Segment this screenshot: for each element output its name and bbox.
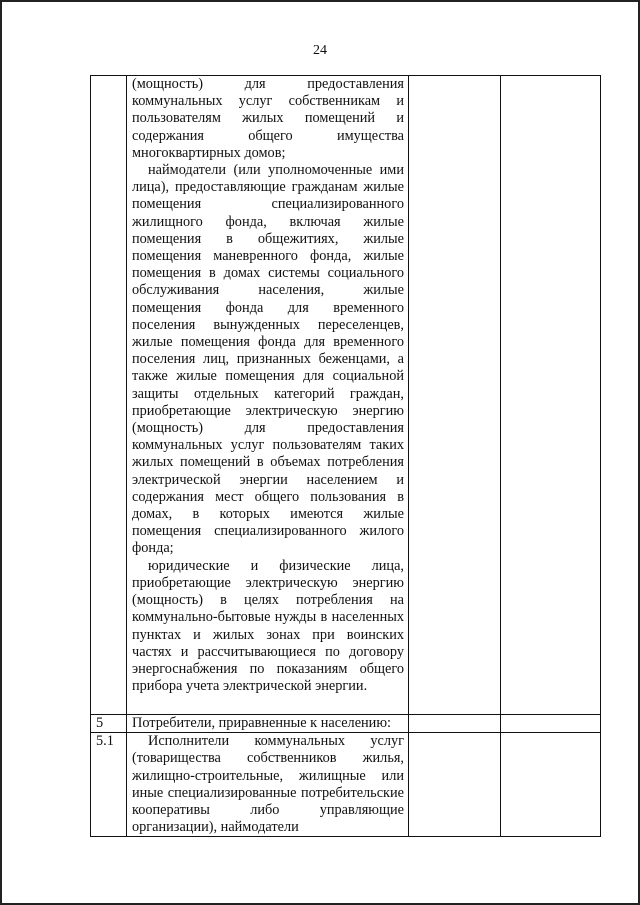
tariff-table xyxy=(90,75,601,837)
row-5-number: 5 xyxy=(91,715,127,733)
row-5-1-empty-cell-3 xyxy=(409,733,501,837)
row-5-1-description xyxy=(127,733,409,837)
paragraph-utility-services: (мощность) для предоставления коммунальных услуг собственникам и пользователям жилых помещений и содержания общего имущества многоквартирных домов; xyxy=(132,76,404,161)
row-empty-cell-3 xyxy=(409,76,501,715)
table-row-5-1 xyxy=(91,733,601,837)
page-border-top xyxy=(0,0,640,2)
row-description-cell xyxy=(127,76,409,715)
page-border-left xyxy=(0,0,2,905)
page-number: 24 xyxy=(313,43,327,58)
table-row-continuation xyxy=(91,76,601,715)
paragraph-legal-entities: юридические и физические лица, приобретающие электрическую энергию (мощность) в целях потребления на коммунально-бытовые нужды в населенных пунктах и жилых зонах при воинских частях и рассчитывающиеся по договору энергоснабжения по показаниям общего прибора учета электрической энергии. xyxy=(132,557,404,695)
row-5-1-empty-cell-4 xyxy=(501,733,601,837)
table-row-5 xyxy=(91,715,601,733)
row-5-1-text: Исполнители коммунальных услуг (товарищества собственников жилья, жилищно-строительные, жилищные или иные специализированные потребительские кооперативы либо управляющие организации), наймодатели xyxy=(132,733,404,836)
paragraph-landlords: наймодатели (или уполномоченные ими лица), предоставляющие гражданам жилые помещения специализированного жилищного фонда, включая жилые помещения в общежитиях, жилые помещения маневренного фонда, жилые помещения в домах системы социального обслуживания населения, жилые помещения фонда для временного поселения вынужденных переселенцев, жилые помещения фонда для временного поселения лиц, признанных беженцами, а также жилые помещения для социальной защиты отдельных категорий граждан, приобретающие электрическую энергию (мощность) для предоставления коммунальных услуг пользователям таких жилых помещений в объемах потребления электрической энергии населением и содержания мест общего пользования в домах, в которых имеются жилые помещения специализированного жилого фонда; xyxy=(132,162,404,557)
row-5-1-number: 5.1 xyxy=(91,733,127,837)
row-5-description: Потребители, приравненные к населению: xyxy=(127,715,409,733)
row-5-empty-cell-3 xyxy=(409,715,501,733)
row-empty-cell-4 xyxy=(501,76,601,715)
row-5-empty-cell-4 xyxy=(501,715,601,733)
row-number-cell xyxy=(91,76,127,715)
